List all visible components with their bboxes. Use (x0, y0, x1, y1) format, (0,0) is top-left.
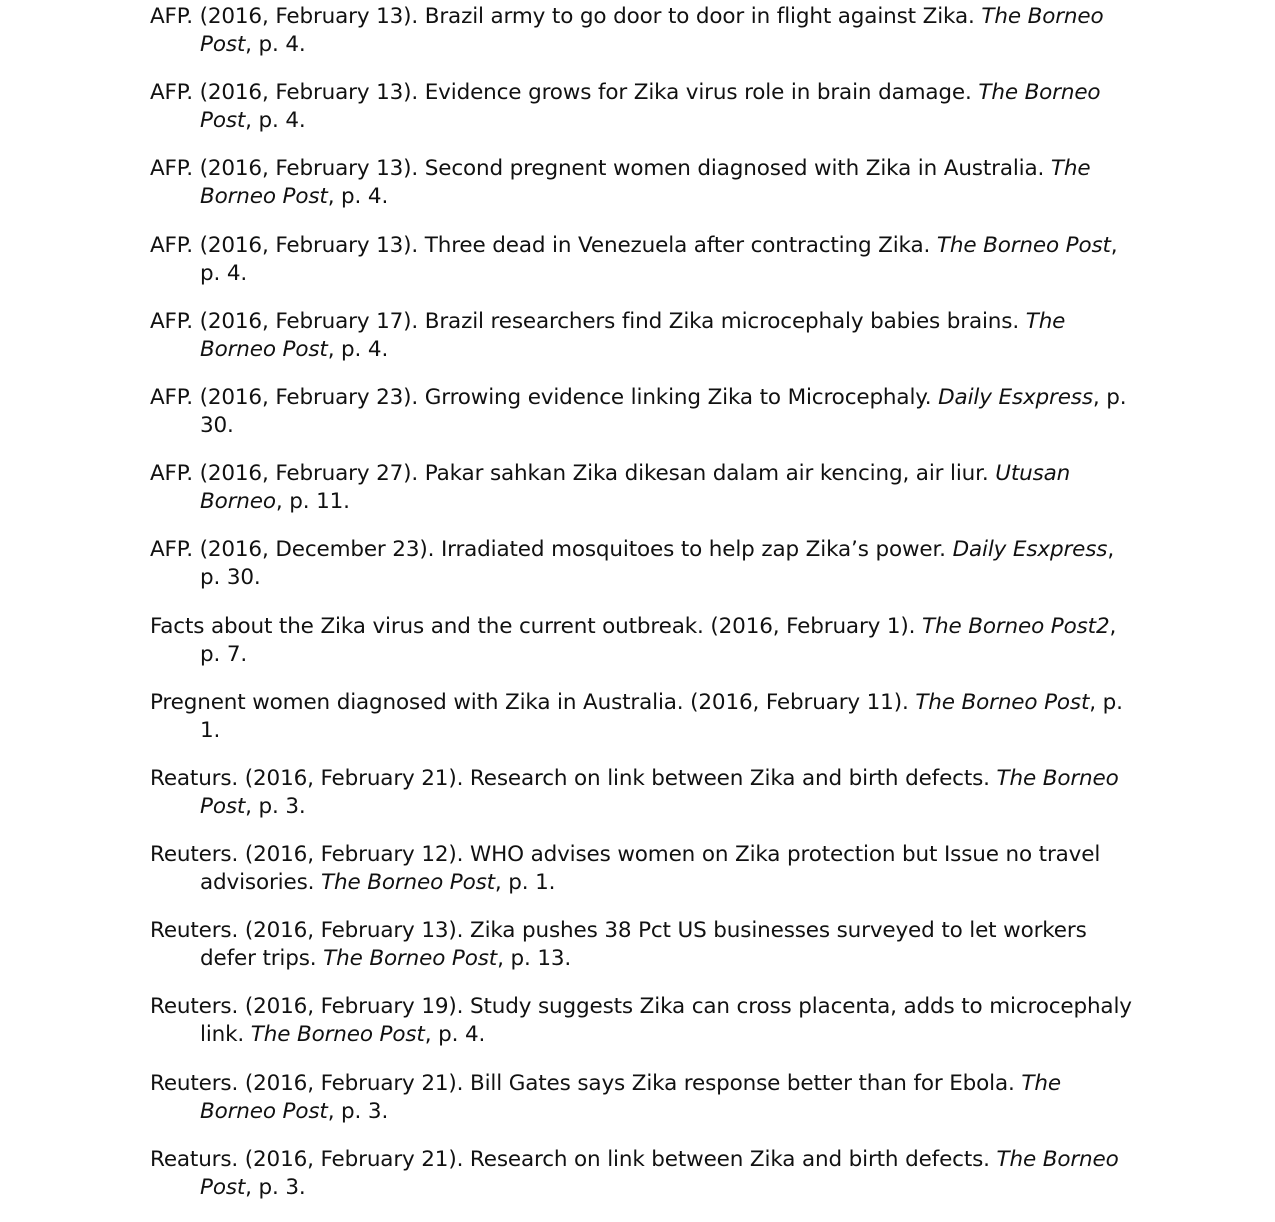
reference-entry (150, 993, 1135, 1049)
reference-entry (150, 1070, 1135, 1126)
reference-source: The Borneo Post (200, 1070, 1061, 1124)
reference-source: The Borneo Post (321, 870, 495, 896)
reference-source: The Borneo Post (936, 232, 1111, 258)
reference-entry (150, 3, 1135, 59)
reference-text: Reaturs. (2016, February 21). Research on link between Zika and birth defects. (150, 1146, 997, 1172)
reference-page: , p. 30. (200, 537, 1115, 591)
reference-source: The Borneo Post (200, 765, 1119, 819)
reference-source: The Borneo Post (200, 1146, 1119, 1200)
reference-entry (150, 765, 1135, 821)
reference-source: Daily Esxpress (952, 537, 1108, 563)
reference-text: Pregnent women diagnosed with Zika in Australia. (2016, February 11). (150, 689, 916, 715)
reference-entry (150, 384, 1135, 440)
reference-source: The Borneo Post2 (922, 613, 1110, 639)
reference-page: , p. 4. (245, 108, 306, 134)
reference-page: , p. 4. (200, 232, 1118, 286)
reference-text: Reaturs. (2016, February 21). Research on link between Zika and birth defects. (150, 765, 997, 791)
reference-text: AFP. (2016, February 13). Second pregnent women diagnosed with Zika in Australia. (150, 156, 1051, 182)
reference-page: , p. 3. (245, 793, 306, 819)
reference-source: The Borneo Post (915, 689, 1090, 715)
reference-entry (150, 79, 1135, 135)
reference-text: AFP. (2016, February 13). Brazil army to go door to door in flight against Zika. (150, 4, 982, 29)
reference-entry (150, 308, 1135, 364)
reference-text: Reuters. (2016, February 13). Zika pushes 38 Pct US businesses surveyed to let workers defer trips. (150, 918, 1087, 972)
reference-text: AFP. (2016, February 27). Pakar sahkan Zika dikesan dalam air kencing, air liur. (150, 461, 996, 487)
reference-entry (150, 232, 1135, 288)
reference-text: Reuters. (2016, February 12). WHO advises women on Zika protection but Issue no travel advisories. (150, 842, 1101, 896)
reference-page: , p. 4. (327, 336, 389, 362)
reference-source: The Borneo Post (250, 1022, 425, 1048)
reference-source: The Borneo Post (200, 156, 1091, 210)
reference-entry (150, 917, 1135, 973)
reference-entry (150, 155, 1135, 211)
reference-page: , p. 1. (494, 870, 556, 896)
reference-page: , p. 7. (200, 613, 1117, 667)
reference-source: The Borneo Post (200, 308, 1066, 362)
reference-text: Reuters. (2016, February 19). Study suggests Zika can cross placenta, adds to microcephaly link. (150, 994, 1132, 1048)
reference-source: Daily Esxpress (938, 384, 1093, 410)
reference-entry (150, 841, 1135, 897)
reference-text: AFP. (2016, February 13). Three dead in Venezuela after contracting Zika. (150, 232, 937, 258)
reference-page: , p. 1. (200, 689, 1123, 743)
reference-page: , p. 3. (245, 1174, 306, 1200)
reference-page: , p. 3. (327, 1098, 389, 1124)
reference-source: The Borneo Post (200, 80, 1101, 134)
reference-page: , p. 4. (424, 1022, 486, 1048)
reference-text: AFP. (2016, February 13). Evidence grows for Zika virus role in brain damage. (150, 80, 979, 106)
reference-text: AFP. (2016, December 23). Irradiated mosquitoes to help zap Zika’s power. (150, 537, 953, 563)
reference-page: , p. 30. (200, 384, 1127, 438)
reference-source: Utusan Borneo (200, 461, 1071, 515)
reference-source: The Borneo Post (323, 946, 498, 972)
reference-source: The Borneo Post (200, 4, 1104, 57)
reference-page: , p. 13. (497, 946, 572, 972)
reference-list (150, 3, 1135, 1222)
reference-text: Reuters. (2016, February 21). Bill Gates says Zika response better than for Ebola. (150, 1070, 1022, 1096)
reference-page: , p. 11. (275, 489, 350, 515)
reference-entry (150, 689, 1135, 745)
reference-entry (150, 613, 1135, 669)
reference-entry (150, 460, 1135, 516)
reference-entry (150, 1146, 1135, 1202)
reference-page: , p. 4. (245, 32, 306, 57)
reference-page: , p. 4. (327, 184, 389, 210)
reference-entry (150, 536, 1135, 592)
reference-text: AFP. (2016, February 23). Grrowing evidence linking Zika to Microcephaly. (150, 384, 939, 410)
reference-text: AFP. (2016, February 17). Brazil researchers find Zika microcephaly babies brains. (150, 308, 1026, 334)
reference-text: Facts about the Zika virus and the current outbreak. (2016, February 1). (150, 613, 923, 639)
